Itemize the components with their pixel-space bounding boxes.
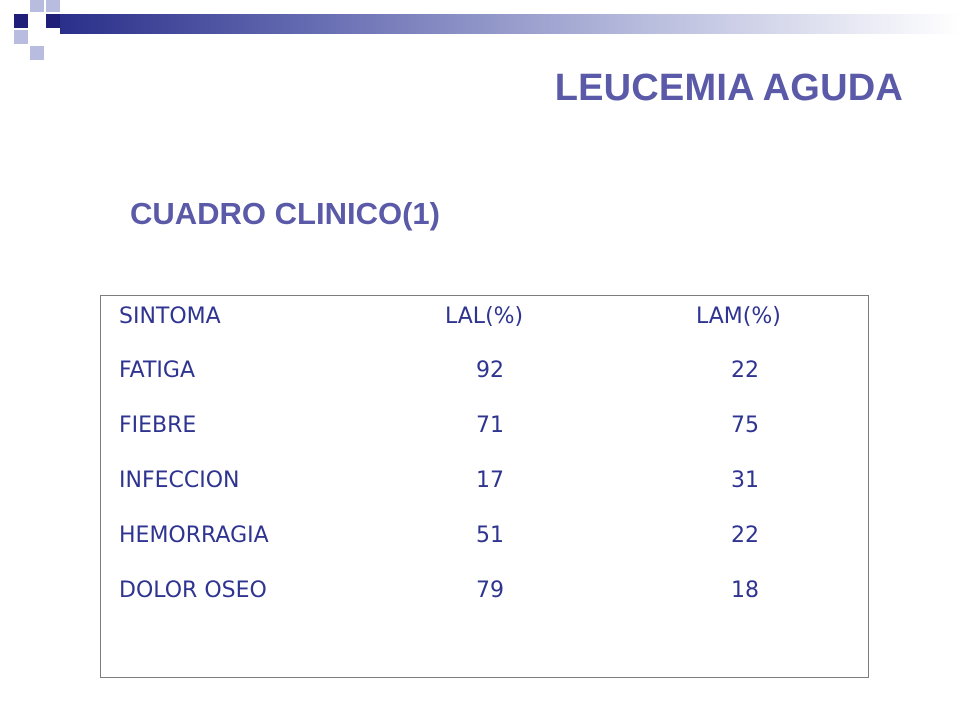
table-row: [101, 578, 868, 612]
slide-title: LEUCEMIA AGUDA: [554, 67, 903, 109]
header-lal: LAL(%): [445, 304, 524, 329]
lal-value: 92: [476, 358, 504, 383]
decor-square: [46, 14, 60, 28]
symptom-name: INFECCION: [119, 468, 240, 493]
lal-value: 71: [476, 413, 504, 438]
table-row: [101, 413, 868, 447]
lam-value: 22: [731, 358, 759, 383]
lam-value: 22: [731, 523, 759, 548]
symptom-name: HEMORRAGIA: [119, 523, 269, 548]
lam-value: 31: [731, 468, 759, 493]
decor-square: [30, 46, 44, 60]
symptom-name: DOLOR OSEO: [119, 578, 267, 603]
decor-square: [30, 0, 44, 12]
decor-square: [46, 0, 60, 12]
header-lam: LAM(%): [696, 304, 781, 329]
table-row: [101, 468, 868, 502]
lam-value: 75: [731, 413, 759, 438]
table-row: [101, 523, 868, 557]
symptom-table: [100, 295, 869, 678]
lam-value: 18: [731, 578, 759, 603]
lal-value: 51: [476, 523, 504, 548]
decor-top-bar: [60, 14, 960, 34]
header-sintoma: SINTOMA: [119, 304, 221, 329]
decor-square: [14, 30, 28, 44]
symptom-name: FIEBRE: [119, 413, 197, 438]
lal-value: 79: [476, 578, 504, 603]
slide-subtitle: CUADRO CLINICO(1): [130, 196, 440, 231]
table-row: [101, 358, 868, 392]
lal-value: 17: [476, 468, 504, 493]
symptom-name: FATIGA: [119, 358, 196, 383]
decor-square: [14, 14, 28, 28]
table-header-row: [101, 304, 868, 338]
